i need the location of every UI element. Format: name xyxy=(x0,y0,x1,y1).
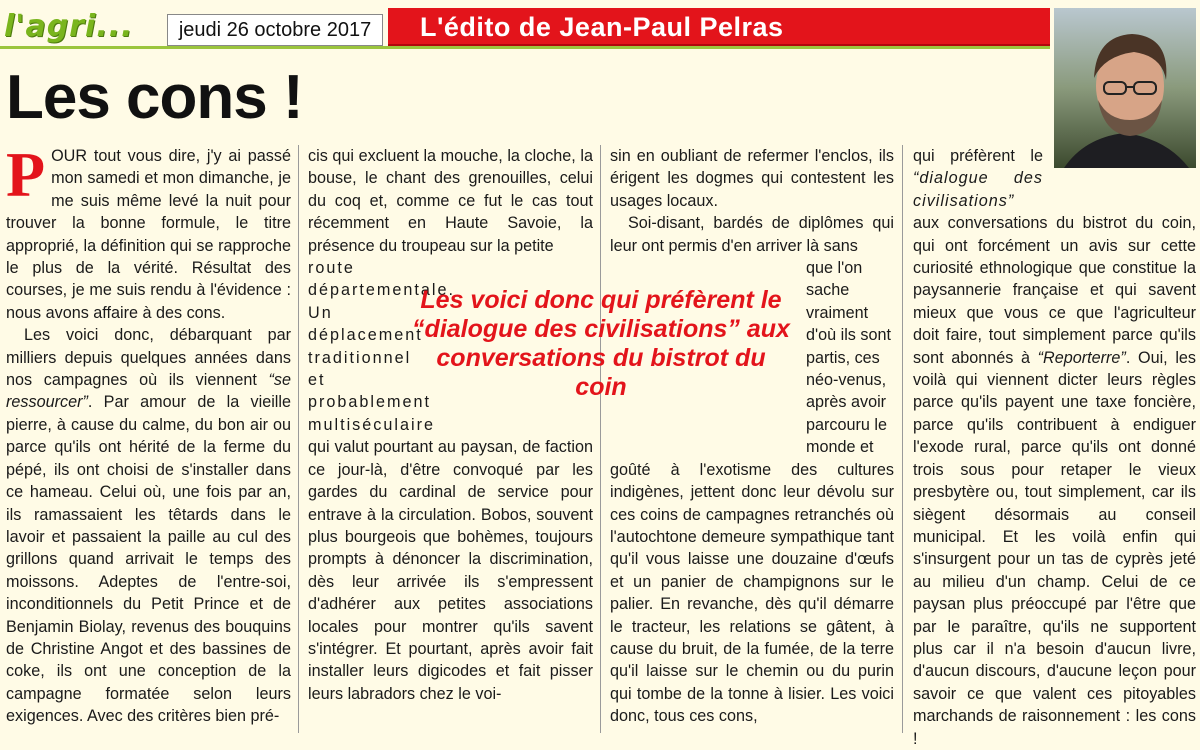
article-paragraph: Les voici donc, débarquant par milliers depuis quelques années dans nos campagnes où ils viennent “se ressourcer”. Par amour de la vieille pierre, à cause du calme, du bon air ou parce qu'ils ont hérité de la ferme du pépé, ils ont choisi de s'installer dans ce hameau. Celui où, une fois par an, ils ramassaient les têtards dans le lavoir et passaient la paille au cul des grillons quand arrivait le temps des moissons. Adeptes de l'entre-soi, inconditionnels du Petit Prince et de Benjamin Biolay, revenus des bouquins de Christine Angot et des bassines de coke, ils ont une conception de la campagne formatée selon leurs exigences. Avec des critères bien pré- xyxy=(6,326,291,726)
column-divider xyxy=(298,145,299,733)
publication-logo: l'agri... xyxy=(4,9,134,44)
column-divider xyxy=(600,145,601,733)
author-photo xyxy=(1054,8,1196,168)
article-paragraph: qui valut pourtant au paysan, de faction ce jour-là, d'être convoqué par les gardes du cardinal de service pour entrave à la circulation. Bobos, souvent plus bourgeois que bohèmes, toujours prompts à dénoncer la discrimination, dès leur arrivée ils s'empressent d'adhérer aux petites associations locales pour montrer qu'ils savent s'intégrer. Et pourtant, après avoir fait installer leurs digicodes et fait pisser leurs labradors chez le voi- xyxy=(308,438,593,703)
article-paragraph: aux conversations du bistrot du coin, qui ont forcément un avis sur cette curiosité ethnologique que constitue la paysannerie française et qui savent mieux que vous ce que l'agriculteur doit faire, tout simplement parce qu'ils sont abonnés à “Reporterre”. Oui, les voilà qui viennent dicter leurs règles parce qu'ils payent une taxe foncière, parce qu'ils contribuent à endiguer l'exode rural, parce qu'ils ont donné trois sous pour retaper le vieux presbytère ou, tout simplement, car ils siègent désormais au conseil municipal. Et les voilà enfin qui s'insurgent pour un tas de cyprès jeté au milieu d'un champ. Celui de ce paysan plus préoccupé par l'être que par le paraître, qu'ils ne supportent plus car il n'a besoin d'aucun livre, d'aucun discours, d'aucune leçon pour savoir ce que valent ces pitoyables marchands de raisonnement : les cons ! xyxy=(913,214,1197,748)
author-portrait-icon xyxy=(1054,8,1196,168)
article-column-4 xyxy=(913,145,1196,750)
article-paragraph: Soi-disant, bardés de diplômes qui leur ont permis d'en arriver là sans xyxy=(610,214,894,255)
article-paragraph: POUR tout vous dire, j'y ai passé mon samedi et mon dimanche, je me suis même levé la nuit pour trouver la bonne formule, le titre approprié, la définition qui se rapproche le plus de la vérité. Résultat des courses, je me suis rendu à l'évidence : nous avons affaire à des cons. xyxy=(6,139,291,322)
article-column-1 xyxy=(6,139,291,728)
article-paragraph: goûté à l'exotisme des cultures indigènes, jettent donc leur dévolu sur ces coins de campagnes retranchés où l'autochtone demeure sympathique tant qu'il vous laisse une douzaine d'œufs et un panier de champignons sur le palier. En revanche, dès qu'il démarre le tracteur, les relations se gâtent, à cause du bruit, de la fumée, de la terre qu'il laisse sur le chemin ou du purin qui tombe de la tonne à lisier. Les voici donc, tous ces cons, xyxy=(610,460,894,726)
column-divider xyxy=(902,145,903,733)
article-title: Les cons ! xyxy=(6,63,303,132)
article-paragraph: qui préfèrent le “dialogue des civilisations” xyxy=(913,147,1043,210)
drop-cap: P xyxy=(6,139,46,210)
section-banner xyxy=(388,8,1050,48)
article-paragraph: que l'on sache vraiment d'où ils sont partis, ces néo-venus, après avoir parcouru le monde et xyxy=(806,259,891,457)
header-bar xyxy=(0,8,1050,48)
article-column-2 xyxy=(308,145,593,705)
article-paragraph: route départementale. Un déplacement traditionnel et probablement multiséculaire xyxy=(308,259,455,434)
publication-date: jeudi 26 octobre 2017 xyxy=(167,14,383,46)
header-divider xyxy=(0,46,1050,49)
section-title: L'édito de Jean-Paul Pelras xyxy=(420,12,784,42)
article-paragraph: cis qui excluent la mouche, la cloche, la bouse, le chant des grenouilles, celui du coq et, comme ce fut le cas tout récemment en Haute Savoie, la présence du troupeau sur la petite xyxy=(308,147,593,255)
article-paragraph: sin en oubliant de refermer l'enclos, ils érigent les dogmes qui contestent les usages locaux. xyxy=(610,147,894,210)
pull-quote: Les voici donc qui préfèrent le “dialogue des civilisations” aux conversations du bistrot du coin xyxy=(412,286,790,401)
article-column-3 xyxy=(610,145,894,728)
